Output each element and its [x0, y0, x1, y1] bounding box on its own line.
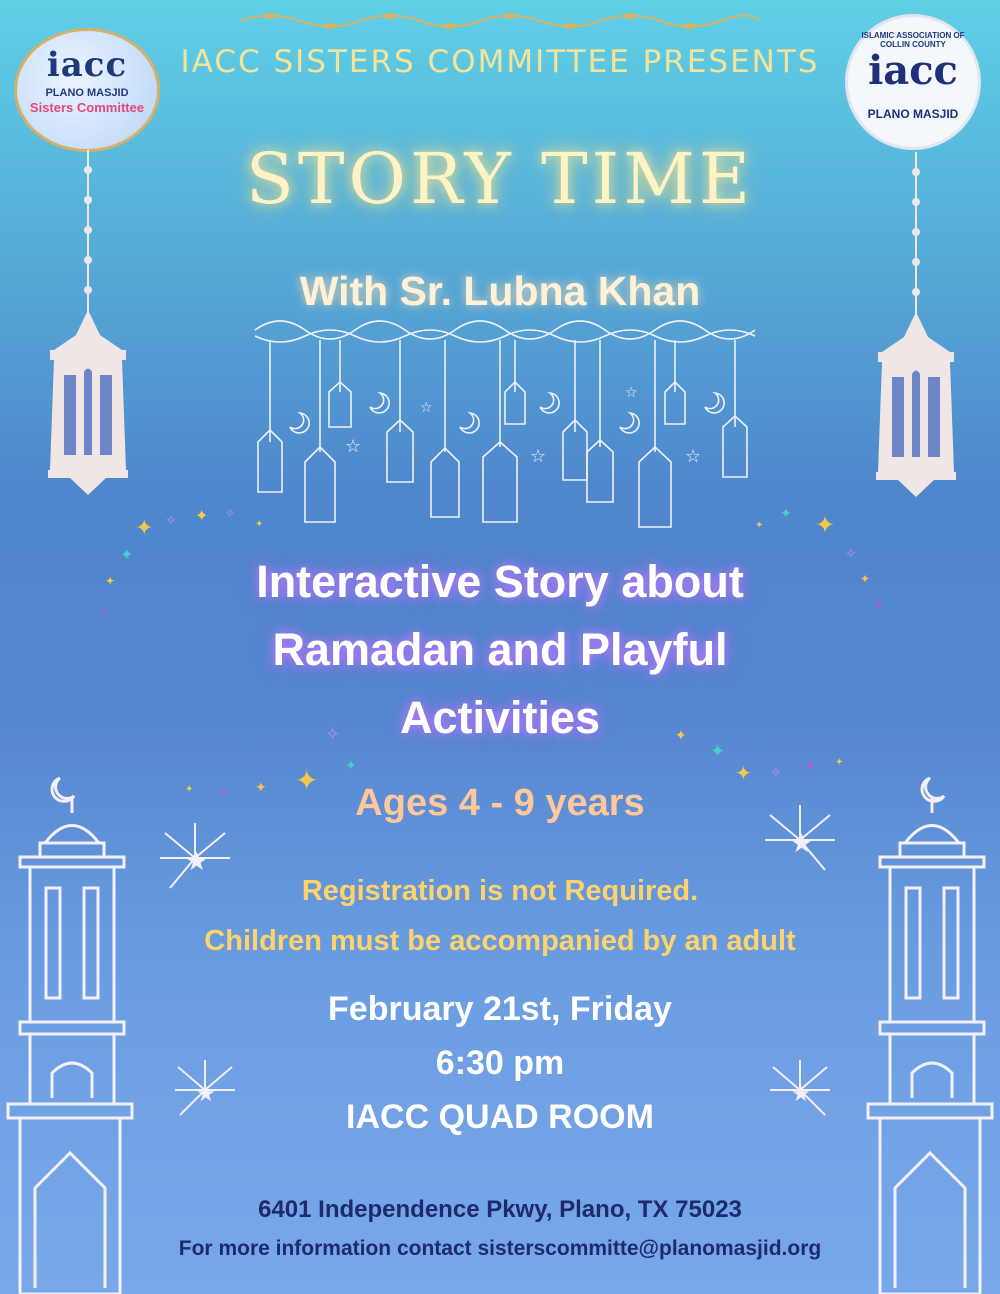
svg-text:✧: ✧ — [225, 506, 236, 520]
svg-text:☆: ☆ — [530, 446, 547, 467]
svg-text:✦: ✦ — [345, 758, 357, 774]
svg-text:★: ★ — [185, 847, 209, 877]
svg-text:✦: ✦ — [860, 572, 871, 586]
svg-text:✧: ✧ — [165, 513, 177, 529]
svg-text:✦: ✦ — [875, 600, 884, 611]
description-line-1: Interactive Story about — [256, 556, 744, 607]
contact-info: For more information contact sisterscommitte@planomasjid.org — [178, 1237, 822, 1260]
age-range: Ages 4 - 9 years — [355, 782, 645, 824]
address: 6401 Independence Pkwy, Plano, TX 75023 — [258, 1196, 742, 1223]
iacc-logo — [845, 14, 981, 150]
svg-text:✦: ✦ — [675, 728, 687, 744]
svg-text:✦: ✦ — [255, 780, 267, 796]
svg-text:☆: ☆ — [625, 385, 638, 401]
svg-text:✦: ✦ — [755, 520, 764, 531]
svg-text:★: ★ — [196, 1082, 216, 1107]
svg-text:★: ★ — [791, 1082, 811, 1107]
logo-right-bottom: PLANO MASJID — [867, 107, 959, 121]
svg-text:✦: ✦ — [805, 759, 816, 773]
svg-text:☆: ☆ — [345, 436, 362, 457]
svg-text:✦: ✦ — [255, 519, 264, 530]
logo-left-line1: PLANO MASJID — [45, 87, 129, 99]
svg-text:★: ★ — [790, 829, 814, 859]
svg-text:✦: ✦ — [135, 516, 154, 541]
event-schedule — [0, 982, 1000, 1144]
svg-text:☆: ☆ — [685, 446, 702, 467]
page-title: STORY TIME — [245, 138, 755, 220]
presenter-subtitle: With Sr. Lubna Khan — [299, 268, 701, 314]
svg-text:✦: ✦ — [780, 506, 792, 522]
svg-text:✦: ✦ — [835, 757, 844, 768]
top-vine-ornament — [240, 8, 760, 34]
logo-right-arc-text: ISLAMIC ASSOCIATION OF COLLIN COUNTY — [861, 31, 965, 49]
svg-text:✦: ✦ — [185, 784, 194, 795]
svg-text:✦: ✦ — [195, 506, 209, 525]
event-location: IACC QUAD ROOM — [346, 1098, 654, 1136]
svg-text:☆: ☆ — [420, 400, 433, 416]
logo-right-mark: iacc — [868, 47, 958, 94]
registration-info — [0, 866, 1000, 966]
event-time: 6:30 pm — [435, 1044, 565, 1082]
description-line-2: Ramadan and Playful — [272, 624, 728, 675]
svg-text:✦: ✦ — [120, 545, 134, 564]
svg-text:✦: ✦ — [220, 787, 229, 798]
svg-text:✦: ✦ — [735, 761, 752, 785]
svg-text:✧: ✧ — [845, 546, 857, 562]
svg-text:✧: ✧ — [325, 724, 341, 745]
event-date: February 21st, Friday — [328, 990, 672, 1028]
svg-text:✧: ✧ — [770, 765, 782, 781]
description-line-3: Activities — [399, 692, 601, 743]
svg-text:✦: ✦ — [710, 741, 726, 762]
svg-text:✦: ✦ — [815, 511, 836, 539]
svg-text:✦: ✦ — [295, 764, 319, 797]
logo-left-line2: Sisters Committee — [29, 100, 145, 115]
hanging-lanterns-ornament — [245, 312, 765, 542]
accompanied-note: Children must be accompanied by an adult — [204, 925, 796, 957]
svg-text:✦: ✦ — [100, 607, 109, 618]
logo-left-mark: iacc — [46, 45, 128, 85]
svg-text:✦: ✦ — [105, 574, 116, 588]
event-description — [0, 548, 1000, 752]
presents-heading: IACC SISTERS COMMITTEE PRESENTS — [180, 44, 820, 80]
registration-note: Registration is not Required. — [301, 875, 699, 907]
